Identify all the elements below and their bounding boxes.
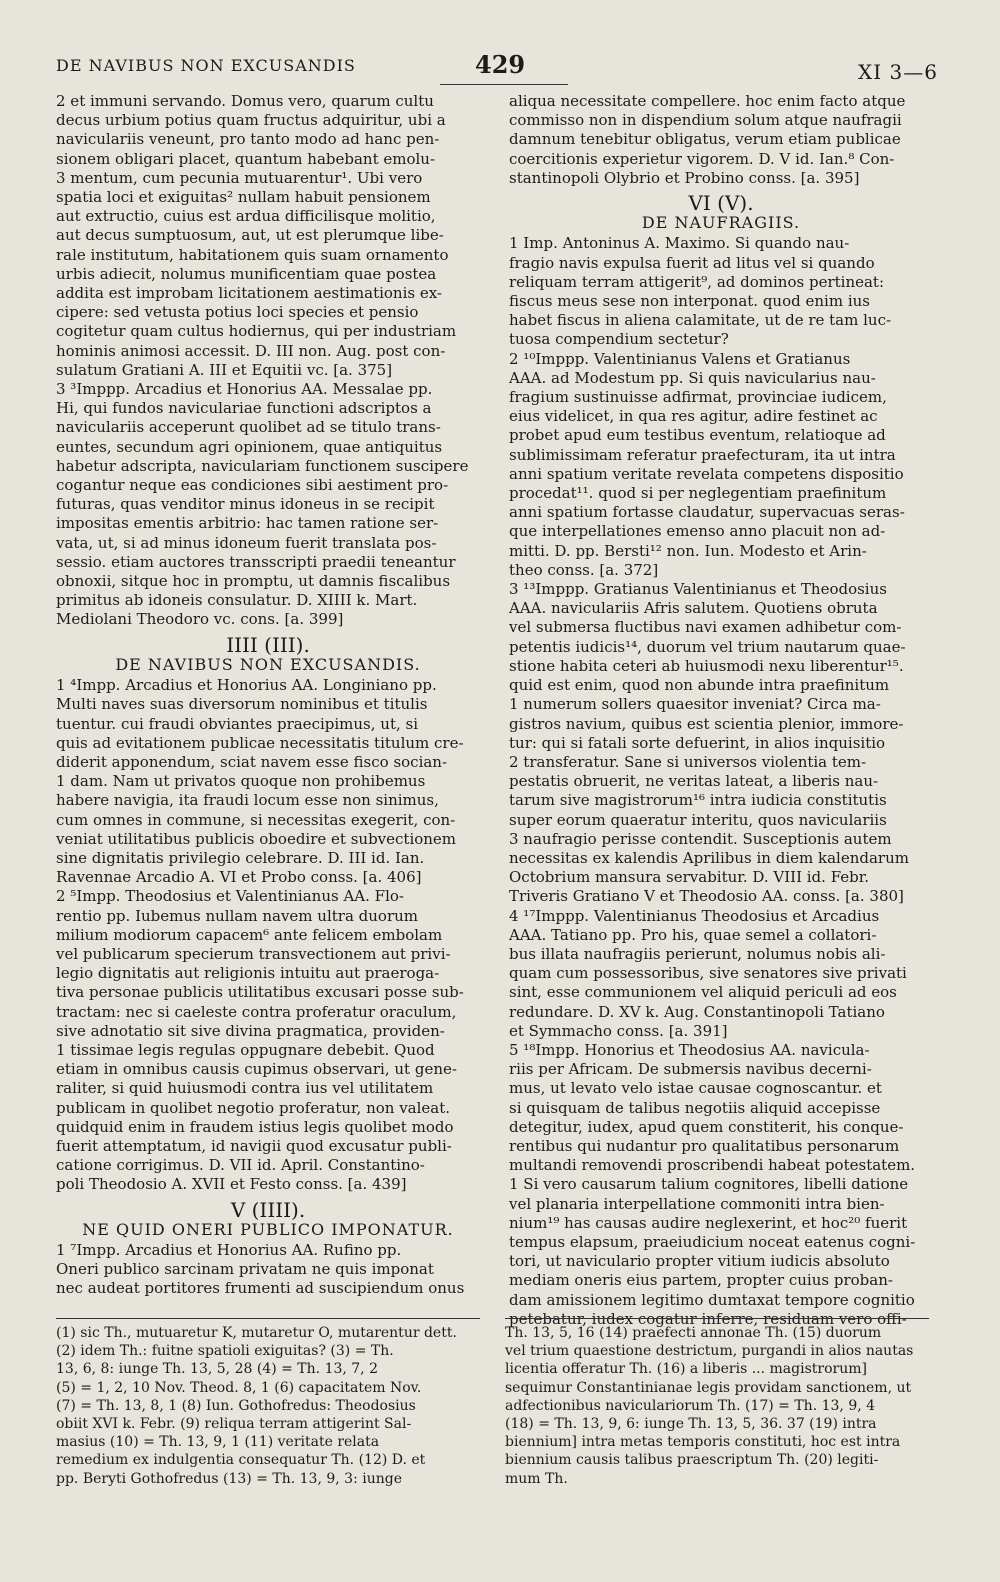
- text-line: tractam: nec si caeleste contra proferatur oraculum,: [56, 1002, 457, 1021]
- footnote-rule-right: [505, 1318, 929, 1319]
- text-line: cogitetur quam cultus hodiernus, qui per industriam: [56, 322, 457, 341]
- text-line: 4 ¹⁷Imppp. Valentinianus Theodosius et Arcadius: [509, 906, 880, 925]
- text-line: theo conss. [a. 372]: [509, 560, 659, 579]
- text-line: sessio. etiam auctores transscripti praedii teneantur: [56, 552, 456, 571]
- text-line: biennium causis talibus praescriptum Th. (20) legiti-: [505, 1452, 879, 1469]
- text-line: publicam in quolibet negotio proferatur, non valeat.: [56, 1098, 451, 1117]
- text-line: tori, ut naviculario propter vitium iudicis absoluto: [509, 1252, 890, 1271]
- text-line: futuras, quas venditor minus idoneus in se recipit: [56, 495, 435, 514]
- text-line: hominis animosi accessit. D. III non. Aug. post con-: [56, 341, 446, 360]
- text-line: primitus ab idoneis consulatur. D. XIIII k. Mart.: [56, 591, 418, 610]
- text-line: et Symmacho conss. [a. 391]: [509, 1021, 728, 1040]
- text-line: licentia offeratur Th. (16) a liberis ... magistrorum]: [505, 1361, 867, 1378]
- text-line: coercitionis experietur vigorem. D. V id. Ian.⁸ Con-: [509, 149, 895, 168]
- text-line: eius videlicet, in qua res agitur, adire festinet ac: [509, 407, 878, 426]
- text-line: diderit apponendum, sciat navem esse fisco socian-: [56, 752, 448, 771]
- text-line: rale institutum, habitationem quis suam ornamento: [56, 245, 449, 264]
- text-line: 1 ⁴Impp. Arcadius et Honorius AA. Longiniano pp.: [56, 676, 437, 695]
- text-line: quidquid enim in fraudem istius legis quolibet modo: [56, 1117, 454, 1136]
- text-line: 3 ¹³Imppp. Gratianus Valentinianus et Theodosius: [509, 580, 887, 599]
- text-line: Hi, qui fundos naviculariae functioni adscriptos a: [56, 399, 432, 418]
- text-line: anni spatium fortasse claudatur, supervacuas seras-: [509, 503, 905, 522]
- text-line: adfectionibus naviculariorum Th. (17) = Th. 13, 9, 4: [505, 1397, 876, 1414]
- text-line: 2 ⁵Impp. Theodosius et Valentinianus AA. Flo-: [56, 887, 404, 906]
- text-line: AAA. naviculariis Afris salutem. Quotiens obruta: [509, 599, 878, 618]
- text-line: Octobrium mansura servabitur. D. VIII id. Febr.: [509, 868, 870, 887]
- text-line: stantinopoli Olybrio et Probino conss. [a. 395]: [509, 168, 860, 187]
- text-line: 1 ⁷Impp. Arcadius et Honorius AA. Rufino pp.: [56, 1240, 402, 1259]
- footnotes-right: [505, 1324, 929, 1488]
- text-line: stione habita ceteri ab huiusmodi nexu liberentur¹⁵.: [509, 656, 904, 675]
- text-line: gistros navium, quibus est scientia plenior, immore-: [509, 714, 904, 733]
- text-line: Oneri publico sarcinam privatam ne quis imponat: [56, 1260, 434, 1279]
- text-line: 1 dam. Nam ut privatos quoque non prohibemus: [56, 772, 426, 791]
- text-line: quid est enim, quod non abunde intra praefinitum: [509, 676, 890, 695]
- text-line: fuerit attemptatum, id navigii quod excusatur publi-: [56, 1136, 452, 1155]
- text-line: (2) idem Th.: fuitne spatioli exiguitas? (3) = Th.: [56, 1343, 394, 1360]
- text-line: dam amissionem legitimo dumtaxat tempore cognitio: [509, 1290, 915, 1309]
- text-line: fragium sustinuisse adfirmat, provinciae iudicem,: [509, 388, 887, 407]
- text-line: obnoxii, sitque hoc in promptu, ut damnis fiscalibus: [56, 572, 451, 591]
- text-line: veniat utilitatibus publicis oboedire et subvectionem: [56, 829, 457, 848]
- text-line: tuentur. cui fraudi obviantes praecipimus, ut, si: [56, 714, 418, 733]
- text-line: tur: qui si fatali sorte defuerint, in alios inquisitio: [509, 733, 886, 752]
- section-number: IIII (III).: [226, 632, 310, 657]
- text-line: tarum sive magistrorum¹⁶ intra iudicia constitutis: [509, 791, 887, 810]
- text-line: etiam in omnibus causis cupimus observari, ut gene-: [56, 1060, 457, 1079]
- text-line: AAA. Tatiano pp. Pro his, quae semel a collatori-: [509, 925, 877, 944]
- text-line: raliter, si quid huiusmodi contra ius vel utilitatem: [56, 1079, 434, 1098]
- text-line: euntes, secundum agri opinionem, quae antiquitus: [56, 437, 443, 456]
- text-line: tempus elapsum, praeiudicium noceat eatenus cogni-: [509, 1232, 916, 1251]
- text-line: decus urbium potius quam fructus adquiritur, ubi a: [56, 111, 446, 130]
- text-line: 3 mentum, cum pecunia mutuarentur¹. Ubi vero: [56, 168, 423, 187]
- text-line: 3 naufragio perisse contendit. Susceptionis autem: [509, 829, 892, 848]
- text-line: poli Theodosio A. XVII et Festo conss. [a. 439]: [56, 1175, 407, 1194]
- text-line: cipere: sed vetusta potius loci species et pensio: [56, 303, 419, 322]
- header-rule: [440, 84, 568, 85]
- left-block-3: [56, 1241, 480, 1299]
- text-line: Th. 13, 5, 16 (14) praefecti annonae Th. (15) duorum: [505, 1325, 882, 1341]
- text-line: (7) = Th. 13, 8, 1 (8) Iun. Gothofredus: Theodosius: [56, 1397, 416, 1414]
- footnotes-left: [56, 1324, 480, 1488]
- section-heading-5: [56, 1197, 480, 1239]
- text-line: urbis adiecit, nolumus munificentiam quae postea: [56, 264, 437, 283]
- text-line: mitti. D. pp. Bersti¹² non. Iun. Modesto et Arin-: [509, 541, 867, 560]
- text-line: super eorum quaeratur interitu, quos naviculariis: [509, 810, 887, 829]
- text-line: sequimur Constantinianae legis providam sanctionem, ut: [505, 1379, 912, 1396]
- text-line: sive adnotatio sit sive divina pragmatica, providen-: [56, 1021, 445, 1040]
- text-line: 5 ¹⁸Impp. Honorius et Theodosius AA. navicula-: [509, 1040, 870, 1059]
- text-line: biennium] intra metas temporis constituti, hoc est intra: [505, 1434, 901, 1451]
- text-line: habetur adscripta, naviculariam functionem suscipere: [56, 456, 469, 475]
- text-line: sublimissimam referatur praefecturam, ita ut intra: [509, 445, 896, 464]
- text-line: probet apud eum testibus eventum, relatioque ad: [509, 426, 886, 445]
- text-line: cum omnes in commune, si necessitas exegerit, con-: [56, 810, 456, 829]
- text-line: impositas ementis arbitrio: hac tamen ratione ser-: [56, 514, 439, 533]
- text-line: 1 Si vero causarum talium cognitores, libelli datione: [509, 1175, 909, 1194]
- text-line: vel planaria interpellatione commoniti intra bien-: [509, 1194, 885, 1213]
- text-line: 3 ³Imppp. Arcadius et Honorius AA. Messalae pp.: [56, 380, 433, 399]
- text-line: procedat¹¹. quod si per neglegentiam praefinitum: [509, 484, 887, 503]
- text-line: riis per Africam. De submersis navibus decerni-: [509, 1060, 872, 1079]
- text-line: petentis iudicis¹⁴, duorum vel trium nautarum quae-: [509, 637, 906, 656]
- text-line: 2 ¹⁰Imppp. Valentinianus Valens et Gratianus: [509, 349, 851, 368]
- left-block-1: [56, 92, 480, 630]
- text-line: reliquam terram attigerit⁹, ad dominos pertineat:: [509, 272, 884, 291]
- text-line: cogantur neque eas condiciones sibi aestiment pro-: [56, 476, 449, 495]
- text-line: 2 et immuni servando. Domus vero, quarum cultu: [56, 92, 434, 110]
- text-line: que interpellationes emenso anno placuit non ad-: [509, 522, 886, 541]
- text-line: detegitur, iudex, apud quem constiterit, his conque-: [509, 1117, 904, 1136]
- text-line: mediam oneris eius partem, propter cuius proban-: [509, 1271, 893, 1290]
- text-line: rentibus qui nudantur pro qualitatibus personarum: [509, 1136, 900, 1155]
- text-line: legio dignitatis aut religionis intuitu aut praeroga-: [56, 964, 440, 983]
- text-line: vel trium quaestione destrictum, purgandi in alios nautas: [505, 1343, 914, 1360]
- section-heading-6: [509, 191, 933, 233]
- text-line: quis ad evitationem publicae necessitatis titulum cre-: [56, 733, 464, 752]
- text-line: catione corrigimus. D. VII id. April. Constantino-: [56, 1156, 425, 1175]
- right-block-2: [509, 234, 933, 1329]
- text-line: mum Th.: [505, 1470, 568, 1487]
- text-line: petebatur, iudex cogatur inferre, residuam vero offi-: [509, 1309, 907, 1328]
- text-line: spatia loci et exiguitas² nullam habuit pensionem: [56, 188, 431, 207]
- text-line: sionem obligari placet, quantum habebant emolu-: [56, 149, 436, 168]
- section-number: V (IIII).: [230, 1197, 306, 1222]
- text-line: pestatis obruerit, ne veritas lateat, a liberis nau-: [509, 772, 879, 791]
- text-line: naviculariis veneunt, pro tanto modo ad hanc pen-: [56, 130, 440, 149]
- text-line: remedium ex indulgentia consequatur Th. (12) D. et: [56, 1452, 426, 1469]
- text-line: vata, ut, si ad minus idoneum fuerit translata pos-: [56, 533, 437, 552]
- text-line: (18) = Th. 13, 9, 6: iunge Th. 13, 5, 36. 37 (19) intra: [505, 1416, 877, 1433]
- text-line: tuosa compendium sectetur?: [509, 330, 729, 349]
- text-line: Multi naves suas diversorum nominibus et titulis: [56, 695, 428, 714]
- text-line: si quisquam de talibus negotiis aliquid accepisse: [509, 1098, 881, 1117]
- text-line: masius (10) = Th. 13, 9, 1 (11) veritate relata: [56, 1434, 380, 1451]
- text-line: commisso non in dispendium solum atque naufragii: [509, 111, 902, 130]
- text-line: aliqua necessitate compellere. hoc enim facto atque: [509, 92, 906, 110]
- right-block-1: [509, 92, 933, 188]
- text-line: obiit XVI k. Febr. (9) reliqua terram attigerint Sal-: [56, 1416, 412, 1433]
- text-line: Triveris Gratiano V et Theodosio AA. conss. [a. 380]: [509, 887, 904, 906]
- text-line: redundare. D. XV k. Aug. Constantinopoli Tatiano: [509, 1002, 885, 1021]
- section-title: DE NAUFRAGIIS.: [641, 213, 801, 233]
- section-number: VI (V).: [688, 191, 754, 216]
- left-block-2: [56, 676, 480, 1194]
- text-line: mus, ut levato velo istae causae cognoscantur. et: [509, 1079, 882, 1098]
- text-line: (5) = 1, 2, 10 Nov. Theod. 8, 1 (6) capacitatem Nov.: [56, 1379, 422, 1396]
- text-line: 1 tissimae legis regulas oppugnare debebit. Quod: [56, 1040, 435, 1059]
- footnote-rule-left: [56, 1318, 480, 1319]
- text-line: 1 Imp. Antoninus A. Maximo. Si quando nau-: [509, 234, 850, 253]
- text-line: Mediolani Theodoro vc. cons. [a. 399]: [56, 610, 344, 629]
- text-line: 13, 6, 8: iunge Th. 13, 5, 28 (4) = Th. 13, 7, 2: [56, 1361, 378, 1378]
- text-line: multandi removendi proscribendi habeat potestatem.: [509, 1156, 916, 1175]
- text-line: fragio navis expulsa fuerit ad litus vel si quando: [509, 253, 875, 272]
- section-reference: XI 3—6: [858, 60, 938, 84]
- section-heading-4: [56, 632, 480, 674]
- text-line: pp. Beryti Gothofredus (13) = Th. 13, 9, 3: iunge: [56, 1470, 402, 1487]
- page-number: 429: [475, 50, 526, 79]
- text-line: 1 numerum sollers quaesitor inveniat? Circa ma-: [509, 695, 881, 714]
- text-line: (1) sic Th., mutuaretur K, mutaretur O, mutarentur dett.: [56, 1325, 457, 1341]
- text-line: vel submersa fluctibus navi examen adhibetur com-: [509, 618, 902, 637]
- text-line: 2 transferatur. Sane si universos violentia tem-: [509, 752, 867, 771]
- text-line: aut extructio, cuius est ardua difficilisque molitio,: [56, 207, 436, 226]
- text-line: aut decus sumptuosum, aut, ut est plerumque libe-: [56, 226, 444, 245]
- text-line: nium¹⁹ has causas audire neglexerint, et hoc²⁰ fuerit: [509, 1213, 908, 1232]
- text-line: rentio pp. Iubemus nullam navem ultra duorum: [56, 906, 418, 925]
- text-line: addita est improbam licitationem aestimationis ex-: [56, 284, 442, 303]
- text-line: vel publicarum specierum transvectionem aut privi-: [56, 944, 451, 963]
- text-line: fiscus meus sese non interponat. quod enim ius: [509, 292, 870, 311]
- text-line: milium modiorum capacem⁶ ante felicem embolam: [56, 925, 443, 944]
- text-line: sulatum Gratiani A. III et Equitii vc. [a. 375]: [56, 360, 393, 379]
- text-line: nec audeat portitores frumenti ad suscipiendum onus: [56, 1279, 465, 1298]
- text-line: naviculariis acceperunt quolibet ad se titulo trans-: [56, 418, 441, 437]
- text-line: damnum tenebitur obligatus, verum etiam publicae: [509, 130, 901, 149]
- text-line: sine dignitatis privilegio celebrare. D. III id. Ian.: [56, 848, 425, 867]
- section-title: NE QUID ONERI PUBLICO IMPONATUR.: [82, 1219, 454, 1239]
- text-line: habet fiscus in aliena calamitate, ut de re tam luc-: [509, 311, 892, 330]
- text-line: AAA. ad Modestum pp. Si quis navicularius nau-: [509, 368, 876, 387]
- left-column: [56, 92, 480, 1299]
- text-line: quam cum possessoribus, sive senatores sive privati: [509, 964, 907, 983]
- text-line: bus illata naufragiis perierunt, nolumus nobis ali-: [509, 944, 886, 963]
- text-line: necessitas ex kalendis Aprilibus in diem kalendarum: [509, 848, 909, 867]
- text-line: anni spatium veritate revelata competens dispositio: [509, 464, 904, 483]
- right-column: [509, 92, 933, 1329]
- text-line: Ravennae Arcadio A. VI et Probo conss. [a. 406]: [56, 868, 422, 887]
- running-head-title: DE NAVIBUS NON EXCUSANDIS: [56, 56, 356, 75]
- text-line: habere navigia, ita fraudi locum esse non sinimus,: [56, 791, 439, 810]
- text-line: tiva personae publicis utilitatibus excusari posse sub-: [56, 983, 464, 1002]
- section-title: DE NAVIBUS NON EXCUSANDIS.: [115, 654, 421, 674]
- text-line: sint, esse communionem vel aliquid periculi ad eos: [509, 983, 897, 1002]
